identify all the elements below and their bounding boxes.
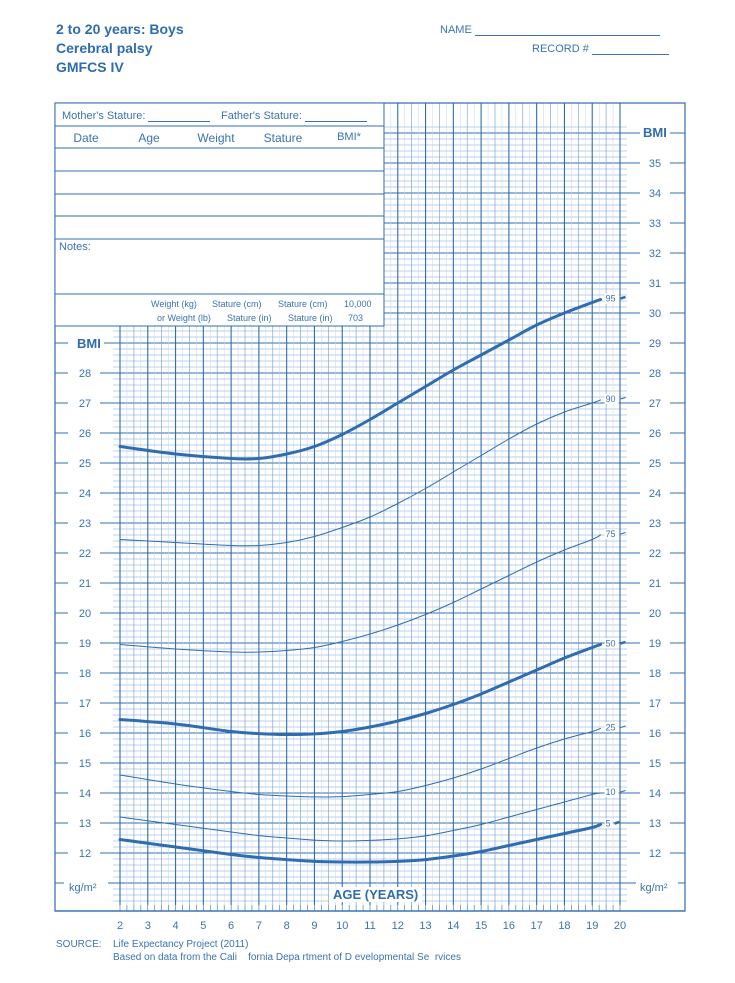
x-axis-ticks bbox=[117, 920, 626, 932]
x-axis-label: AGE (YEARS) bbox=[329, 887, 422, 902]
svg-text:18: 18 bbox=[78, 668, 92, 680]
svg-text:34: 34 bbox=[648, 188, 662, 200]
svg-text:17: 17 bbox=[530, 920, 543, 932]
svg-text:21: 21 bbox=[78, 578, 92, 590]
formula-stature-cm-1: Stature (cm) bbox=[212, 299, 262, 309]
table-header-row bbox=[56, 131, 384, 145]
svg-text:28: 28 bbox=[78, 368, 92, 380]
svg-text:15: 15 bbox=[78, 758, 92, 770]
svg-text:16: 16 bbox=[648, 728, 662, 740]
svg-text:20: 20 bbox=[613, 920, 627, 932]
col-weight: Weight bbox=[197, 131, 235, 145]
left-bmi-label: BMI bbox=[77, 336, 101, 351]
curve-p90 bbox=[120, 400, 601, 546]
col-age: Age bbox=[138, 131, 160, 145]
father-stature-line[interactable] bbox=[305, 111, 367, 122]
col-bmi: BMI* bbox=[337, 131, 361, 143]
svg-text:19: 19 bbox=[78, 638, 92, 650]
svg-text:22: 22 bbox=[648, 548, 662, 560]
svg-text:25: 25 bbox=[78, 458, 92, 470]
svg-text:10: 10 bbox=[336, 920, 349, 932]
svg-text:27: 27 bbox=[648, 398, 662, 410]
svg-text:26: 26 bbox=[648, 428, 662, 440]
formula-stature-in-1: Stature (in) bbox=[227, 313, 272, 323]
svg-text:15: 15 bbox=[648, 758, 662, 770]
source-line-1: Life Expectancy Project (2011) bbox=[113, 939, 249, 950]
svg-text:21: 21 bbox=[648, 578, 662, 590]
svg-text:35: 35 bbox=[648, 158, 662, 170]
svg-text:18: 18 bbox=[648, 668, 662, 680]
table-row[interactable] bbox=[56, 194, 384, 216]
svg-text:26: 26 bbox=[78, 428, 92, 440]
formula-stature-cm-2: Stature (cm) bbox=[278, 299, 328, 309]
svg-text:6: 6 bbox=[228, 920, 235, 932]
svg-text:16: 16 bbox=[502, 920, 516, 932]
svg-text:14: 14 bbox=[78, 788, 92, 800]
svg-text:19: 19 bbox=[586, 920, 599, 932]
curve-label-p95: 95 bbox=[605, 293, 616, 304]
title-line-1: 2 to 20 years: Boys bbox=[56, 21, 184, 37]
svg-text:2: 2 bbox=[116, 920, 124, 932]
svg-text:20: 20 bbox=[78, 608, 92, 620]
svg-text:24: 24 bbox=[648, 488, 662, 500]
svg-text:33: 33 bbox=[648, 218, 662, 230]
svg-text:17: 17 bbox=[78, 698, 92, 710]
svg-text:9: 9 bbox=[311, 920, 318, 932]
notes-label: Notes: bbox=[59, 241, 91, 253]
svg-text:3: 3 bbox=[144, 920, 151, 932]
source-label: SOURCE: bbox=[56, 939, 102, 950]
curve-p5 bbox=[120, 825, 601, 863]
record-label: RECORD # bbox=[532, 43, 589, 55]
svg-text:7: 7 bbox=[255, 920, 262, 932]
curve-label-p50: 50 bbox=[605, 638, 616, 649]
left-unit-label: kg/m² bbox=[69, 882, 97, 894]
col-stature: Stature bbox=[263, 131, 303, 145]
svg-text:14: 14 bbox=[447, 920, 460, 932]
svg-text:11: 11 bbox=[364, 920, 376, 932]
svg-text:23: 23 bbox=[648, 518, 662, 530]
svg-text:12: 12 bbox=[648, 848, 662, 860]
notes-area[interactable] bbox=[56, 255, 384, 293]
svg-text:13: 13 bbox=[78, 818, 92, 830]
source-line-2: Based on data from the Cali fornia Depa rtment of D evelopmental Se rvices bbox=[113, 952, 461, 963]
curve-label-p5: 5 bbox=[605, 818, 611, 829]
title-line-2: Cerebral palsy bbox=[56, 40, 153, 56]
svg-text:31: 31 bbox=[648, 278, 662, 290]
right-bmi-label: BMI bbox=[643, 125, 667, 140]
table-row[interactable] bbox=[56, 148, 384, 170]
svg-text:32: 32 bbox=[648, 248, 662, 260]
svg-text:22: 22 bbox=[78, 548, 92, 560]
svg-text:19: 19 bbox=[648, 638, 662, 650]
svg-text:20: 20 bbox=[648, 608, 662, 620]
curve-label-p90: 90 bbox=[605, 394, 616, 404]
title-line-3: GMFCS IV bbox=[56, 59, 124, 75]
mother-stature-label: Mother's Stature: bbox=[62, 110, 146, 122]
right-unit-label: kg/m² bbox=[640, 882, 668, 894]
formula-stature-in-2: Stature (in) bbox=[288, 313, 333, 323]
svg-text:27: 27 bbox=[78, 398, 92, 410]
mother-stature-field[interactable] bbox=[62, 110, 210, 122]
formula-factor-imperial: 703 bbox=[348, 313, 364, 323]
svg-text:17: 17 bbox=[648, 698, 662, 710]
father-stature-label: Father's Stature: bbox=[221, 110, 302, 122]
curve-label-p75: 75 bbox=[605, 529, 616, 539]
svg-text:24: 24 bbox=[78, 488, 92, 500]
svg-text:23: 23 bbox=[78, 518, 92, 530]
name-label: NAME bbox=[440, 24, 472, 36]
svg-text:30: 30 bbox=[648, 308, 662, 320]
svg-text:13: 13 bbox=[648, 818, 662, 830]
father-stature-field[interactable] bbox=[221, 110, 367, 122]
svg-text:29: 29 bbox=[648, 338, 662, 350]
svg-text:14: 14 bbox=[648, 788, 662, 800]
svg-text:18: 18 bbox=[558, 920, 571, 932]
curve-label-p10: 10 bbox=[605, 787, 616, 797]
svg-text:8: 8 bbox=[283, 920, 290, 932]
mother-stature-line[interactable] bbox=[148, 111, 210, 122]
svg-text:25: 25 bbox=[648, 458, 662, 470]
svg-text:5: 5 bbox=[200, 920, 207, 932]
svg-text:16: 16 bbox=[78, 728, 92, 740]
curve-label-p25: 25 bbox=[605, 722, 616, 733]
col-date: Date bbox=[73, 131, 99, 145]
formula-weight-kg: Weight (kg) bbox=[151, 299, 197, 309]
formula-weight-lb: or Weight (lb) bbox=[157, 313, 211, 323]
table-row[interactable] bbox=[56, 217, 384, 237]
svg-text:12: 12 bbox=[391, 920, 404, 932]
svg-text:28: 28 bbox=[648, 368, 662, 380]
svg-text:4: 4 bbox=[172, 920, 179, 932]
svg-text:13: 13 bbox=[419, 920, 432, 932]
svg-text:15: 15 bbox=[474, 920, 488, 932]
table-row[interactable] bbox=[56, 171, 384, 193]
svg-text:12: 12 bbox=[78, 848, 92, 860]
formula-factor-metric: 10,000 bbox=[344, 299, 372, 309]
